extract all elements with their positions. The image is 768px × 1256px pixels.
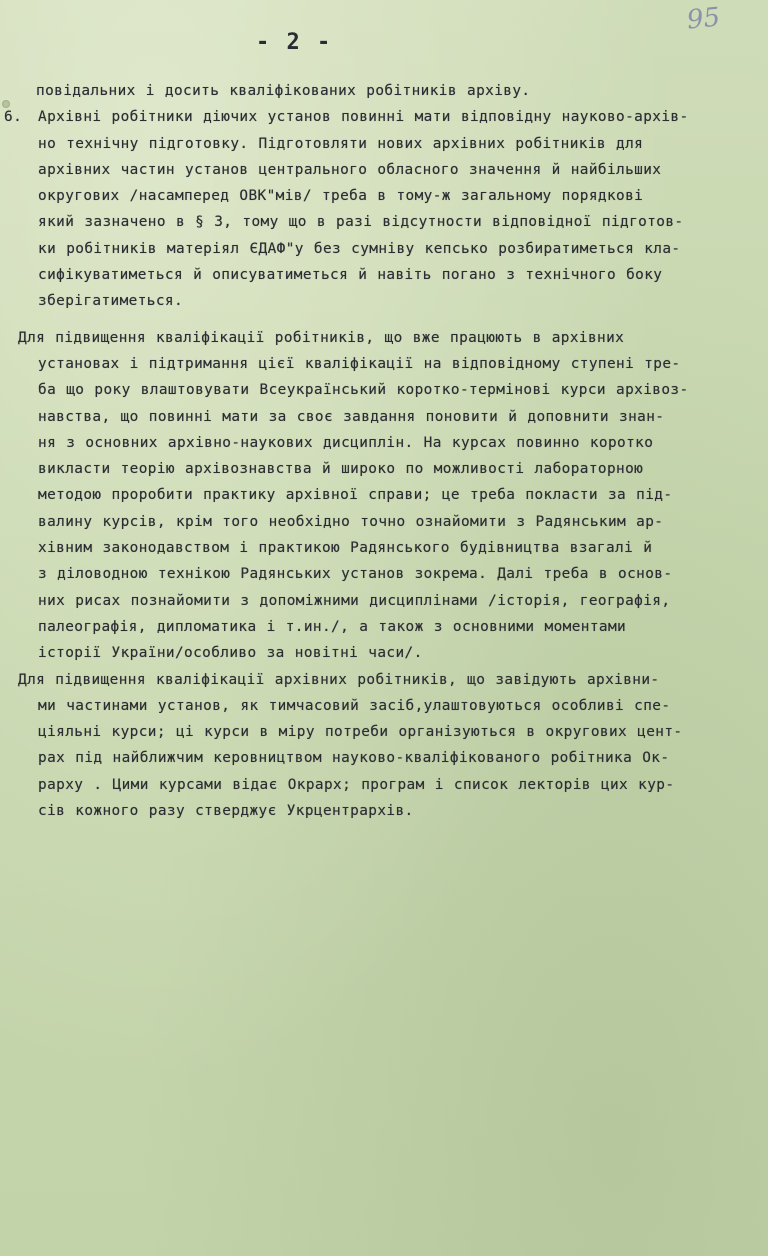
archive-folio-mark: 95 [685,2,722,36]
text-line: рарху . Цими курсами відає Окрарх; програм і список лекторів цих кур- [38,776,675,793]
text-line: валину курсів, крім того необхідно точно ознайомити з Радянським ар- [38,513,664,530]
paragraph-number: 6. [4,109,23,126]
text-line: установах і підтримання цієї кваліфікації на відповідному ступені тре- [38,355,681,372]
text-line: ба що року влаштовувати Всеукраїнський коротко-термінові курси архівоз- [38,382,689,399]
text-line: Для підвищення кваліфікації робітників, що вже працюють в архівних [18,329,625,346]
text-line: сів кожного разу стверджує Укрцентрархів. [38,803,414,820]
text-line: зберігатиметься. [38,293,184,310]
document-body [4,78,763,824]
text-line: палеографія, дипломатика і т.ин./, а також з основними моментами [38,618,627,635]
text-line: ки робітників матеріял ЄДАФ"у без сумніву кепсько розбиратиметься кла- [38,240,681,257]
text-line-content: Архівні робітники діючих установ повинні мати відповідну науково-архів- [38,109,689,126]
text-line: сифікуватиметься й описуватиметься й навіть погано з технічного боку [38,267,663,284]
text-line: історії України/особливо за новітні часи/. [38,645,423,662]
text-line: них рисах познайомити з допоміжними дисциплінами /історія, географія, [38,592,671,609]
text-line: но технічну підготовку. Підготовляти нових архівних робітників для [38,135,644,152]
text-line: навства, що повинні мати за своє завдання поновити й доповнити знан- [38,408,665,425]
text-line: округових /насамперед ОВК"мів/ треба в тому-ж загальному порядкові [38,188,644,205]
text-line: викласти теорію архівознавства й широко по можливості лабораторною [38,461,644,478]
page-number: - 2 - [256,30,333,55]
text-line: повідальних і досить кваліфікованих робітників архіву. [36,83,531,99]
text-line: Для підвищення кваліфікації архівних робітників, що завідують архівни- [18,671,660,688]
text-line [4,104,763,130]
text-line: ціяльні курси; ці курси в міру потреби організуються в округових цент- [38,724,683,741]
text-line: ми частинами установ, як тимчасовий засіб,улаштовуються особливі спе- [38,697,671,714]
text-line: архівних частин установ центрального обласного значення й найбільших [38,161,662,178]
text-line: який зазначено в § 3, тому що в разі відсутности відповідної підготов- [38,214,684,231]
text-line: рах під найближчим керовництвом науково-кваліфікованого робітника Ок- [38,750,670,767]
text-line: хівним законодавством і практикою Радянського будівництва взагалі й [38,540,653,557]
text-line: з діловодною технікою Радянських установ зокрема. Далі треба в основ- [38,566,673,583]
text-line: ня з основних архівно-наукових дисциплін. На курсах повинно коротко [38,434,654,451]
text-line: методою проробити практику архівної справи; це треба покласти за під- [38,487,673,504]
